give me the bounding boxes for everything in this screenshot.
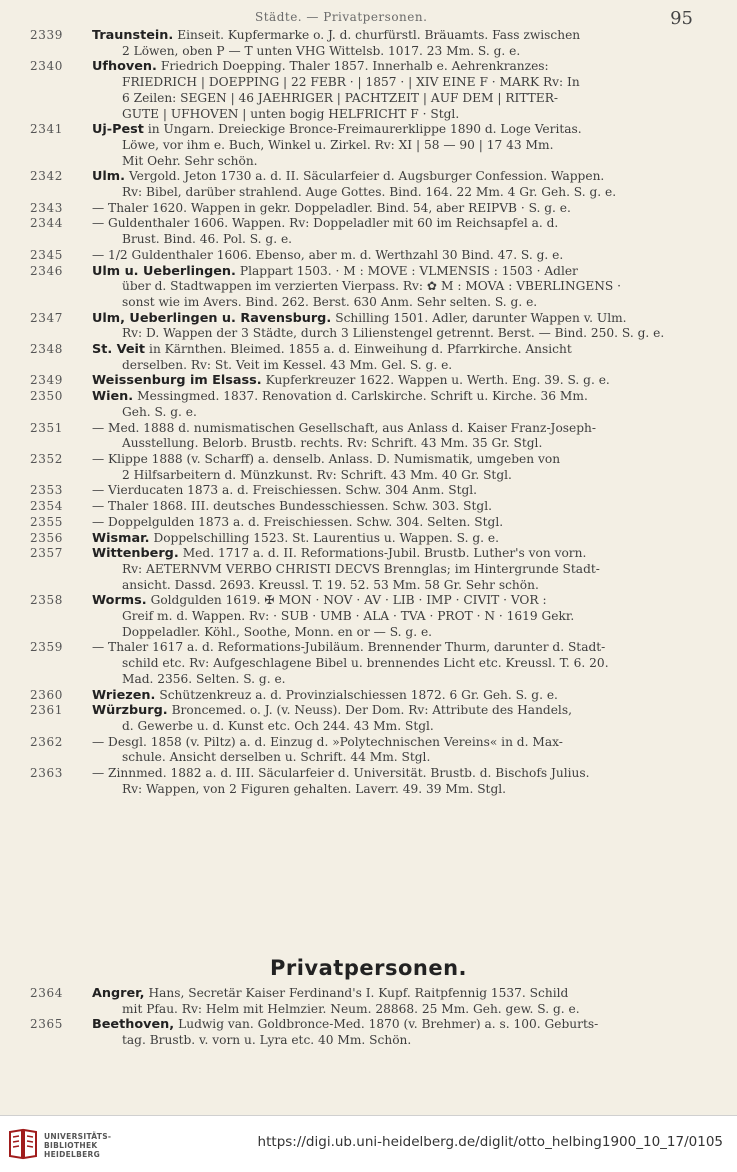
entry-line: [92, 169, 710, 185]
entry-line: [92, 201, 710, 217]
entry-number: 2354: [30, 499, 63, 514]
entry-number: 2360: [30, 687, 63, 702]
entry-text: — Klippe 1888 (v. Scharff) a. denselb. Anlass. D. Numismatik, umgeben von: [92, 451, 561, 466]
entry-text: 6 Zeilen: SEGEN | 46 JAEHRIGER | PACHTZEIT | AUF DEM | RITTER-: [122, 90, 558, 105]
catalog-entry: [30, 483, 710, 499]
entry-number: 2349: [30, 373, 63, 388]
entry-number: 2350: [30, 389, 63, 404]
catalog-entry: [30, 703, 710, 734]
entry-number: 2342: [30, 169, 63, 184]
catalog-entry: [30, 264, 710, 311]
catalog-entry: [30, 986, 710, 1017]
entry-text: Friedrich Doepping. Thaler 1857. Innerhalb e. Aehrenkranzes:: [160, 59, 549, 74]
catalog-entry: [30, 688, 710, 704]
entry-line: [92, 122, 710, 138]
entry-text: — Thaler 1620. Wappen in gekr. Doppeladler. Bind. 54, aber REIPVB · S. g. e.: [92, 200, 571, 215]
entry-text: Kupferkreuzer 1622. Wappen u. Werth. Eng. 39. S. g. e.: [265, 373, 610, 388]
entry-line: [92, 389, 710, 405]
entry-text: Schilling 1501. Adler, darunter Wappen v. Ulm.: [335, 310, 627, 325]
entry-text: Goldgulden 1619. ✠ MON · NOV · AV · LIB · IMP · CIVIT · VOR :: [150, 593, 547, 608]
catalog-entry: [30, 452, 710, 483]
entry-line: [92, 750, 710, 766]
entry-line: [92, 107, 710, 123]
library-name-line: UNIVERSITÄTS-: [44, 1132, 112, 1141]
entry-text: Rv: Wappen, von 2 Figuren gehalten. Laverr. 49. 39 Mm. Stgl.: [122, 781, 507, 796]
entry-line: [92, 452, 710, 468]
entry-text: über d. Stadtwappen im verzierten Vierpass. Rv: ✿ M : MOVA : VBERLINGENS ·: [122, 279, 621, 294]
entry-number: 2341: [30, 122, 63, 137]
entry-number: 2361: [30, 703, 63, 718]
entry-line: [92, 295, 710, 311]
entry-line: [92, 44, 710, 60]
catalog-entry: [30, 389, 710, 420]
entry-text: ansicht. Dassd. 2693. Kreussl. T. 19. 52. 53 Mm. 58 Gr. Sehr schön.: [122, 577, 539, 592]
entry-number: 2359: [30, 640, 63, 655]
library-logo-icon: [8, 1128, 38, 1160]
entry-line: [92, 625, 710, 641]
entry-text: Rv: AETERNVM VERBO CHRISTI DECVS Brennglas; im Hintergrunde Stadt-: [122, 561, 600, 576]
entry-heading: Uj-Pest: [92, 122, 144, 138]
entry-text: Vergold. Jeton 1730 a. d. II. Säcularfeier d. Augsburger Confession. Wappen.: [128, 169, 605, 184]
entry-number: 2348: [30, 342, 63, 357]
entry-text: Ludwig van. Goldbronce-Med. 1870 (v. Brehmer) a. s. 100. Geburts-: [178, 1017, 599, 1032]
entry-number: 2358: [30, 593, 63, 608]
entry-text: Ausstellung. Belorb. Brustb. rechts. Rv: Schrift. 43 Mm. 35 Gr. Stgl.: [122, 436, 543, 451]
catalog-entry: [30, 169, 710, 200]
entry-line: [92, 1002, 710, 1018]
entry-line: [92, 719, 710, 735]
entry-text: Rv: Bibel, darüber strahlend. Auge Gottes. Bind. 164. 22 Mm. 4 Gr. Geh. S. g. e.: [122, 185, 617, 200]
entry-number: 2365: [30, 1017, 63, 1032]
entry-heading: Wriezen.: [92, 687, 156, 703]
entry-line: [92, 154, 710, 170]
entry-text: tag. Brustb. v. vorn u. Lyra etc. 40 Mm. Schön.: [122, 1033, 412, 1048]
entry-text: GUTE | UFHOVEN | unten bogig HELFRICHT F · Stgl.: [122, 106, 460, 121]
entry-number: 2352: [30, 451, 63, 466]
entry-number: 2363: [30, 766, 63, 781]
entry-number: 2356: [30, 530, 63, 545]
entry-number: 2339: [30, 28, 63, 42]
entry-heading: Worms.: [92, 593, 147, 609]
entry-line: [92, 782, 710, 798]
entry-line: [92, 342, 710, 358]
entry-text: 2 Löwen, oben P — T unten VHG Wittelsb. 1017. 23 Mm. S. g. e.: [122, 43, 521, 58]
entry-text: Greif m. d. Wappen. Rv: · SUB · UMB · ALA · TVA · PROT · N · 1619 Gekr.: [122, 609, 575, 624]
entry-line: [92, 672, 710, 688]
entry-line: [92, 986, 710, 1002]
library-name-line: BIBLIOTHEK: [44, 1141, 98, 1150]
entry-text: — Thaler 1868. III. deutsches Bundesschiessen. Schw. 303. Stgl.: [92, 499, 492, 514]
entry-line: [92, 311, 710, 327]
entry-text: — 1/2 Guldenthaler 1606. Ebenso, aber m. d. Werthzahl 30 Bind. 47. S. g. e.: [92, 247, 564, 262]
entry-line: [92, 91, 710, 107]
entry-line: [92, 59, 710, 75]
entry-text: Brust. Bind. 46. Pol. S. g. e.: [122, 232, 293, 247]
catalog-entry: [30, 593, 710, 640]
entry-line: [92, 578, 710, 594]
entry-line: [92, 546, 710, 562]
entry-text: in Ungarn. Dreieckige Bronce-Freimaurerklippe 1890 d. Loge Veritas.: [147, 122, 582, 137]
catalog-entry: [30, 515, 710, 531]
entry-text: derselben. Rv: St. Veit im Kessel. 43 Mm. Gel. S. g. e.: [122, 357, 453, 372]
entry-line: [92, 248, 710, 264]
catalog-entry: [30, 766, 710, 797]
catalog-entry: [30, 248, 710, 264]
catalog-entry: [30, 373, 710, 389]
catalog-entry: [30, 59, 710, 122]
entry-line: [92, 499, 710, 515]
entry-line: [92, 468, 710, 484]
catalog-entry: [30, 1017, 710, 1048]
entry-line: [92, 766, 710, 782]
entry-text: Mit Oehr. Sehr schön.: [122, 153, 258, 168]
entry-text: mit Pfau. Rv: Helm mit Helmzier. Neum. 28868. 25 Mm. Geh. gew. S. g. e.: [122, 1001, 580, 1016]
source-url-link[interactable]: https://digi.ub.uni-heidelberg.de/diglit/otto_helbing1900_10_17/0105: [257, 1134, 723, 1150]
entry-text: d. Gewerbe u. d. Kunst etc. Och 244. 43 Mm. Stgl.: [122, 718, 434, 733]
entry-line: [92, 405, 710, 421]
entry-line: [92, 279, 710, 295]
entry-line: [92, 735, 710, 751]
entry-text: — Med. 1888 d. numismatischen Gesellschaft, aus Anlass d. Kaiser Franz-Joseph-: [92, 420, 597, 435]
entry-heading: Traunstein.: [92, 28, 174, 43]
entry-text: — Desgl. 1858 (v. Piltz) a. d. Einzug d. »Polytechnischen Vereins« in d. Max-: [92, 734, 563, 749]
entry-number: 2355: [30, 514, 63, 529]
catalog-entry: [30, 531, 710, 547]
entry-heading: Weissenburg im Elsass.: [92, 373, 262, 389]
entry-line: [92, 593, 710, 609]
entry-text: schild etc. Rv: Aufgeschlagene Bibel u. brennendes Licht etc. Kreussl. T. 6. 20.: [122, 656, 609, 671]
entry-text: — Vierducaten 1873 a. d. Freischiessen. Schw. 304 Anm. Stgl.: [92, 483, 478, 498]
entry-text: Doppeladler. Köhl., Soothe, Monn. en or — S. g. e.: [122, 624, 433, 639]
entry-heading: Beethoven,: [92, 1017, 175, 1033]
entry-number: 2346: [30, 263, 63, 278]
catalog-entry: [30, 499, 710, 515]
entry-heading: Wismar.: [92, 530, 150, 546]
entry-text: — Thaler 1617 a. d. Reformations-Jubiläum. Brennender Thurm, darunter d. Stadt-: [92, 640, 606, 655]
catalog-entry: [30, 201, 710, 217]
entry-heading: Wittenberg.: [92, 546, 179, 562]
entry-line: [92, 483, 710, 499]
entry-heading: Würzburg.: [92, 703, 168, 719]
entry-line: [92, 421, 710, 437]
entry-heading: Angrer,: [92, 986, 145, 1001]
entry-text: — Zinnmed. 1882 a. d. III. Säcularfeier d. Universität. Brustb. d. Bischofs Julius.: [92, 766, 590, 781]
entry-line: [92, 436, 710, 452]
entry-text: Rv: D. Wappen der 3 Städte, durch 3 Lilienstengel getrennt. Berst. — Bind. 250. S. g. e.: [122, 326, 665, 341]
entry-text: Plappart 1503. · M : MOVE : VLMENSIS : 1503 · Adler: [239, 263, 578, 278]
entry-number: 2364: [30, 986, 63, 1000]
entry-line: [92, 1017, 710, 1033]
entry-line: [92, 75, 710, 91]
page-number: 95: [670, 8, 693, 29]
entry-number: 2343: [30, 200, 63, 215]
catalog-entry: [30, 735, 710, 766]
entry-line: [92, 264, 710, 280]
entry-heading: Ulm, Ueberlingen u. Ravensburg.: [92, 310, 332, 326]
catalog-entry: [30, 342, 710, 373]
entry-text: in Kärnthen. Bleimed. 1855 a. d. Einweihung d. Pfarrkirche. Ansicht: [149, 342, 572, 357]
section-heading: Privatpersonen.: [269, 956, 468, 980]
entry-text: — Doppelgulden 1873 a. d. Freischiessen. Schw. 304. Selten. Stgl.: [92, 514, 504, 529]
entry-text: sonst wie im Avers. Bind. 262. Berst. 630 Anm. Sehr selten. S. g. e.: [122, 294, 538, 309]
entry-text: — Guldenthaler 1606. Wappen. Rv: Doppeladler mit 60 im Reichsapfel a. d.: [92, 216, 559, 231]
entry-heading: Ulm.: [92, 169, 125, 185]
entry-line: [92, 185, 710, 201]
entry-line: [92, 373, 710, 389]
catalog-entry: [30, 640, 710, 687]
entry-line: [92, 326, 710, 342]
catalog-entry: [30, 311, 710, 342]
running-header-title: Städte. — Privatpersonen.: [255, 10, 428, 24]
entry-text: Einseit. Kupfermarke o. J. d. churfürstl. Bräuamts. Fass zwischen: [177, 28, 581, 42]
entry-text: Broncemed. o. J. (v. Neuss). Der Dom. Rv: Attribute des Handels,: [171, 703, 572, 718]
entry-text: FRIEDRICH | DOEPPING | 22 FEBR · | 1857 · | XIV EINE F · MARK Rv: In: [122, 75, 580, 90]
catalog-entry: [30, 28, 710, 59]
entry-number: 2353: [30, 483, 63, 498]
entry-heading: Ufhoven.: [92, 59, 157, 75]
catalog-entry: [30, 122, 710, 169]
catalog-entries: [30, 28, 710, 797]
entry-line: [92, 562, 710, 578]
entry-text: Schützenkreuz a. d. Provinzialschiessen 1872. 6 Gr. Geh. S. g. e.: [159, 687, 558, 702]
entry-number: 2357: [30, 546, 63, 561]
entry-number: 2344: [30, 216, 63, 231]
entry-line: [92, 515, 710, 531]
entry-text: 2 Hilfsarbeitern d. Münzkunst. Rv: Schrift. 43 Mm. 40 Gr. Stgl.: [122, 467, 512, 482]
entry-text: Löwe, vor ihm e. Buch, Winkel u. Zirkel. Rv: XI | 58 — 90 | 17 43 Mm.: [122, 137, 554, 152]
library-name: [44, 1132, 111, 1159]
catalog-entries-private: [30, 986, 710, 1049]
running-header: [0, 6, 737, 28]
entry-number: 2340: [30, 59, 63, 74]
entry-line: [92, 138, 710, 154]
entry-line: [92, 703, 710, 719]
entry-heading: Wien.: [92, 389, 134, 405]
library-name-line: HEIDELBERG: [44, 1150, 101, 1159]
entry-line: [92, 609, 710, 625]
entry-line: [92, 232, 710, 248]
catalog-entry: [30, 546, 710, 593]
catalog-entry: [30, 421, 710, 452]
entry-text: Geh. S. g. e.: [122, 404, 197, 419]
entry-line: [92, 688, 710, 704]
entry-number: 2362: [30, 734, 63, 749]
entry-text: Med. 1717 a. d. II. Reformations-Jubil. Brustb. Luther's von vorn.: [182, 546, 587, 561]
entry-text: Doppelschilling 1523. St. Laurentius u. Wappen. S. g. e.: [153, 530, 499, 545]
entry-line: [92, 358, 710, 374]
entry-line: [92, 640, 710, 656]
entry-line: [92, 216, 710, 232]
entry-line: [92, 531, 710, 547]
entry-number: 2351: [30, 420, 63, 435]
entry-text: Hans, Secretär Kaiser Ferdinand's I. Kupf. Raitpfennig 1537. Schild: [148, 986, 569, 1000]
entry-line: [92, 28, 710, 44]
entry-text: Mad. 2356. Selten. S. g. e.: [122, 671, 286, 686]
entry-number: 2347: [30, 310, 63, 325]
entry-heading: St. Veit: [92, 342, 146, 358]
entry-line: [92, 656, 710, 672]
entry-text: Messingmed. 1837. Renovation d. Carlskirche. Schrift u. Kirche. 36 Mm.: [137, 389, 588, 404]
entry-text: schule. Ansicht derselben u. Schrift. 44 Mm. Stgl.: [122, 750, 431, 765]
entry-number: 2345: [30, 247, 63, 262]
footer-bar: [0, 1115, 737, 1172]
entry-line: [92, 1033, 710, 1049]
catalog-entry: [30, 216, 710, 247]
entry-heading: Ulm u. Ueberlingen.: [92, 263, 236, 279]
